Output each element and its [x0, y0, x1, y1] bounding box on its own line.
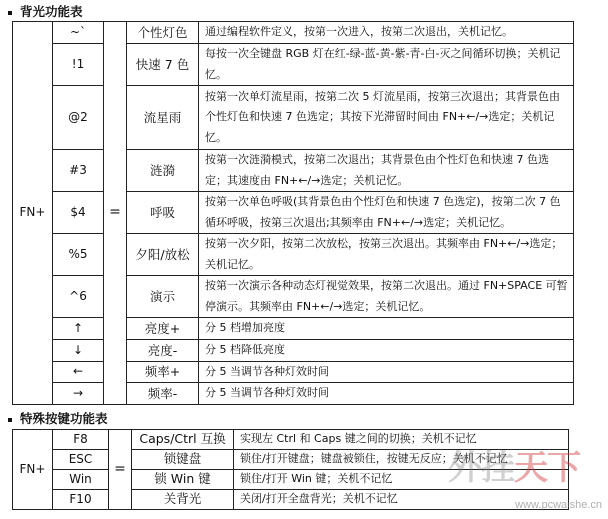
- table-row: [13, 22, 574, 44]
- description-cell: 按第一次涟漪模式，按第二次退出；其背景色由个性灯色和快速 7 色选定；其速度由 FN+←/→选定；关机记忆。: [199, 150, 574, 192]
- function-name-cell: 锁键盘: [132, 450, 234, 470]
- description-cell: 按第一次单灯流星雨，按第二次 5 灯流星雨，按第三次退出；其背景色由个性灯色和快速 7 色选定；其按下光滞留时间由 FN+←/→选定；关机记忆。: [199, 86, 574, 150]
- key-cell: ←: [53, 361, 104, 383]
- description-cell: 按第一次单色呼吸(其背景色由个性灯色和快速 7 色选定)，按第二次 7 色循环呼吸，按第三次退出;其频率由 FN+←/→选定；关机记忆。: [199, 192, 574, 234]
- description-cell: 实现左 Ctrl 和 Caps 键之间的切换；关机不记忆: [234, 430, 569, 450]
- key-cell: ESC: [53, 450, 109, 470]
- key-cell: $4: [53, 192, 104, 234]
- backlight-function-table: [12, 21, 574, 405]
- description-cell: 关闭/打开全盘背光；关机不记忆: [234, 490, 569, 510]
- key-cell: #3: [53, 150, 104, 192]
- function-name-cell: 亮度-: [127, 340, 199, 362]
- function-name-cell: 涟漪: [127, 150, 199, 192]
- table-row: [13, 234, 574, 276]
- function-name-cell: Caps/Ctrl 互换: [132, 430, 234, 450]
- description-cell: 分 5 当调节各种灯效时间: [199, 383, 574, 405]
- function-name-cell: 呼吸: [127, 192, 199, 234]
- key-cell: ^6: [53, 276, 104, 318]
- function-name-cell: 关背光: [132, 490, 234, 510]
- table-row: [13, 150, 574, 192]
- key-cell: ↑: [53, 318, 104, 340]
- table-row: [13, 276, 574, 318]
- key-cell: F10: [53, 490, 109, 510]
- table-row: [13, 318, 574, 340]
- key-cell: ↓: [53, 340, 104, 362]
- key-cell: ~`: [53, 22, 104, 44]
- table-row: [13, 86, 574, 150]
- section2-title: 特殊按键功能表: [8, 409, 108, 427]
- key-cell: F8: [53, 430, 109, 450]
- table-row: [13, 361, 574, 383]
- function-name-cell: 个性灯色: [127, 22, 199, 44]
- table-row: [13, 192, 574, 234]
- key-cell: →: [53, 383, 104, 405]
- watermark-logo: 外挂天下: [448, 448, 580, 488]
- table-row: [13, 383, 574, 405]
- key-cell: %5: [53, 234, 104, 276]
- function-name-cell: 演示: [127, 276, 199, 318]
- table-row: [13, 490, 569, 510]
- fn-label: FN+: [13, 22, 53, 405]
- key-cell: Win: [53, 470, 109, 490]
- function-name-cell: 夕阳/放松: [127, 234, 199, 276]
- table-row: [13, 340, 574, 362]
- description-cell: 锁住/打开 Win 键；关机不记忆: [234, 470, 569, 490]
- function-name-cell: 流星雨: [127, 86, 199, 150]
- description-cell: 分 5 档增加亮度: [199, 318, 574, 340]
- key-cell: !1: [53, 44, 104, 86]
- description-cell: 每按一次全键盘 RGB 灯在红-绿-蓝-黄-紫-青-白-灭之间循环切换；关机记忆。: [199, 44, 574, 86]
- section1-title: 背光功能表: [8, 2, 83, 20]
- function-name-cell: 快速 7 色: [127, 44, 199, 86]
- equals-sign: =: [109, 430, 132, 510]
- function-name-cell: 频率-: [127, 383, 199, 405]
- key-cell: @2: [53, 86, 104, 150]
- function-name-cell: 锁 Win 键: [132, 470, 234, 490]
- description-cell: 分 5 档降低亮度: [199, 340, 574, 362]
- description-cell: 通过编程软件定义，按第一次进入，按第二次退出，关机记忆。: [199, 22, 574, 44]
- function-name-cell: 亮度+: [127, 318, 199, 340]
- equals-sign: =: [104, 22, 127, 405]
- description-cell: 按第一次夕阳，按第二次放松，按第三次退出。其频率由 FN+←/→选定；关机记忆。: [199, 234, 574, 276]
- description-cell: 分 5 当调节各种灯效时间: [199, 361, 574, 383]
- bullet-icon: [8, 11, 12, 15]
- table-row: [13, 44, 574, 86]
- description-cell: 按第一次演示各种动态灯视觉效果，按第二次退出。通过 FN+SPACE 可暂停演示。其频率由 FN+←/→选定；关机记忆。: [199, 276, 574, 318]
- description-cell: 锁住/打开键盘；键盘被锁住，按键无反应；关机不记忆: [234, 450, 569, 470]
- fn-label: FN+: [13, 430, 53, 510]
- bullet-icon: [8, 418, 12, 422]
- function-name-cell: 频率+: [127, 361, 199, 383]
- watermark-url: www.pcwaishe.cn: [515, 499, 602, 511]
